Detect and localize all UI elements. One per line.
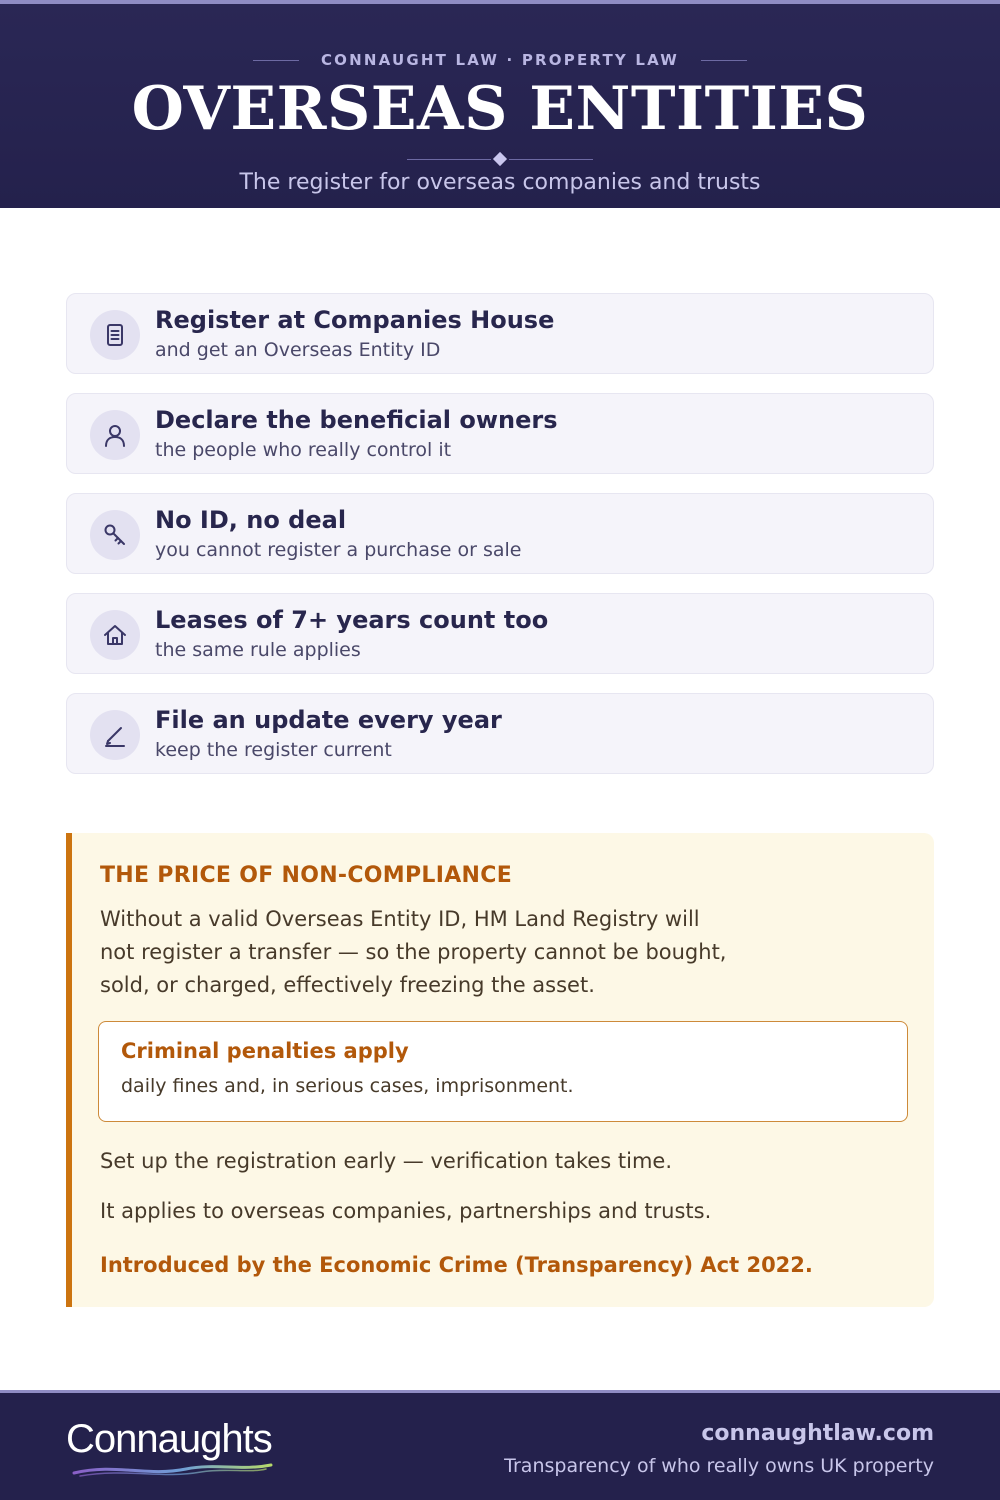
scope-line: It applies to overseas companies, partnerships and trusts. <box>100 1199 712 1223</box>
logo-swoosh-icon <box>66 1457 276 1479</box>
kicker-rule-right <box>701 60 747 61</box>
step-title: Register at Companies House <box>155 306 555 334</box>
legislation-note: Introduced by the Economic Crime (Transparency) Act 2022. <box>100 1253 813 1277</box>
title-divider <box>0 150 1000 168</box>
step-description: you cannot register a purchase or sale <box>155 539 522 561</box>
step-description: the people who really control it <box>155 439 452 461</box>
footer-bar <box>0 1390 1000 1500</box>
footer-tagline: Transparency of who really owns UK property <box>504 1455 934 1477</box>
step-card-no-id <box>66 493 934 574</box>
step-card-leases <box>66 593 934 674</box>
penalty-description: daily fines and, in serious cases, imprisonment. <box>121 1075 574 1097</box>
kicker-rule-left <box>253 60 299 61</box>
step-title: Declare the beneficial owners <box>155 406 558 434</box>
step-card-annual-update <box>66 693 934 774</box>
page-subtitle: The register for overseas companies and trusts <box>239 170 761 195</box>
website-link[interactable]: connaughtlaw.com <box>701 1421 934 1446</box>
step-description: and get an Overseas Entity ID <box>155 339 441 361</box>
diamond-icon <box>493 152 507 166</box>
step-card-register <box>66 293 934 374</box>
brand-logo <box>66 1417 296 1477</box>
kicker-label: CONNAUGHT LAW · PROPERTY LAW <box>320 51 680 69</box>
logo-wordmark: Connaughts <box>66 1417 272 1461</box>
steps-list <box>66 293 934 793</box>
advice-line: Set up the registration early — verification takes time. <box>100 1149 673 1173</box>
header-banner <box>0 0 1000 208</box>
penalty-title: Criminal penalties apply <box>121 1039 409 1063</box>
penalty-callout <box>98 1021 908 1122</box>
step-description: the same rule applies <box>155 639 361 661</box>
step-title: File an update every year <box>155 706 502 734</box>
pen-icon <box>90 710 140 760</box>
step-title: No ID, no deal <box>155 506 347 534</box>
kicker-row <box>0 48 1000 72</box>
key-icon <box>90 510 140 560</box>
divider-rule-left <box>407 159 491 160</box>
house-icon <box>90 610 140 660</box>
divider-rule-right <box>509 159 593 160</box>
non-compliance-panel <box>66 833 934 1307</box>
page-title: OVERSEAS ENTITIES <box>131 74 869 144</box>
step-description: keep the register current <box>155 739 392 761</box>
document-icon <box>90 310 140 360</box>
warning-body: Without a valid Overseas Entity ID, HM Land Registry will not register a transfer — so the property cannot be bought, sold, or charged, effectively freezing the asset. <box>100 907 727 997</box>
person-icon <box>90 410 140 460</box>
step-title: Leases of 7+ years count too <box>155 606 549 634</box>
step-card-owners <box>66 393 934 474</box>
warning-heading: THE PRICE OF NON-COMPLIANCE <box>100 863 513 888</box>
